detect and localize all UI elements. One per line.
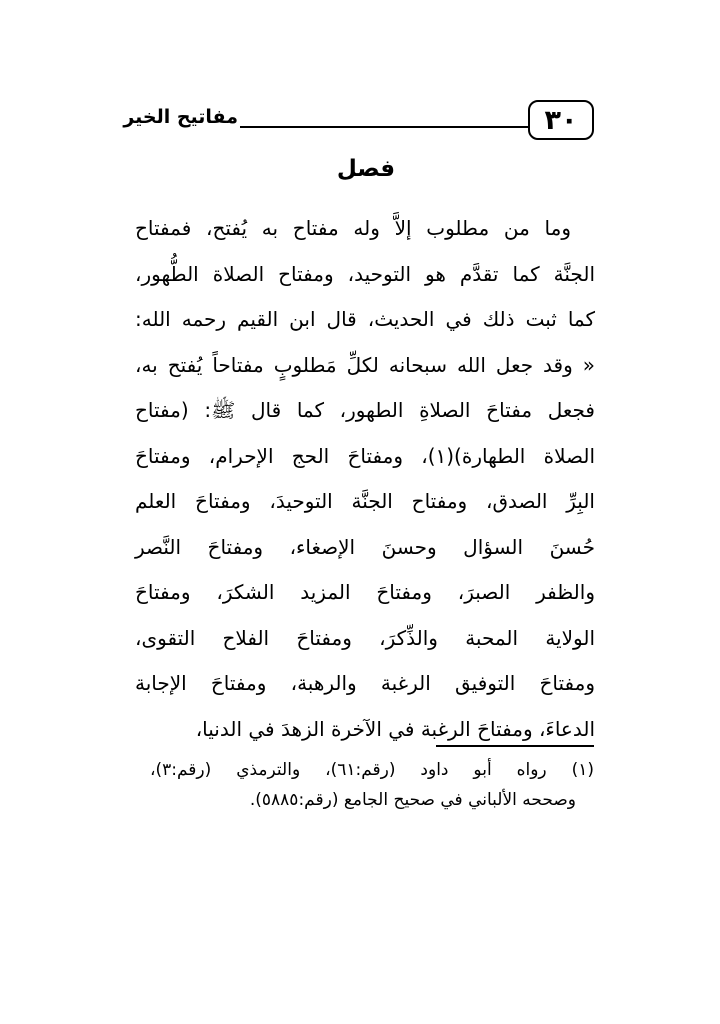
text-line: كما ثبت ذلك في الحديث، قال ابن القيم رحمه الله:	[135, 307, 595, 331]
footnote	[150, 755, 594, 815]
text-line: « وقد جعل الله سبحانه لكلِّ مَطلوبٍ مفتاحاً يُفتح به،	[135, 352, 595, 377]
footnote-separator	[436, 745, 594, 747]
book-title: مفاتيح الخير	[123, 106, 238, 128]
page-number: ٣٠	[528, 100, 594, 140]
text-line: حُسنَ السؤال وحسنَ الإصغاء، ومفتاحَ النَّصر	[135, 534, 595, 559]
text-line: وما من مطلوب إلاَّ وله مفتاح به يُفتح، فمفتاح	[135, 216, 571, 240]
text-line: والظفر الصبرَ، ومفتاحَ المزيد الشكرَ، ومفتاحَ	[135, 580, 595, 604]
text-line: الولاية المحبة والذِّكرَ، ومفتاحَ الفلاح التقوى،	[135, 625, 595, 650]
header-rule	[240, 126, 528, 128]
body-paragraph	[135, 206, 595, 752]
text-line: الصلاة الطهارة)(١)، ومفتاحَ الحج الإحرام، ومفتاحَ	[135, 443, 596, 468]
section-heading: فصل	[336, 156, 396, 182]
footnote-line: (١) رواه أبو داود (رقم:٦١)، والترمذي (رقم:٣)،	[150, 760, 594, 780]
footnote-line: وصححه الألباني في صحيح الجامع (رقم:٥٨٨٥).	[249, 790, 576, 810]
text-line: ومفتاحَ التوفيق الرغبة والرهبة، ومفتاحَ الإجابة	[135, 671, 595, 695]
text-line: البِرِّ الصدق، ومفتاح الجنَّة التوحيدَ، ومفتاحَ العلم	[135, 489, 595, 513]
text-line: الجنَّة كما تقدَّم هو التوحيد، ومفتاح الصلاة الطُّهور،	[135, 261, 595, 286]
text-line: فجعل مفتاحَ الصلاةِ الطهور، كما قال ﷺ: (مفتاح	[135, 398, 595, 422]
text-line: الدعاءَ، ومفتاحَ الرغبة في الآخرة الزهدَ في الدنيا،	[195, 716, 595, 741]
